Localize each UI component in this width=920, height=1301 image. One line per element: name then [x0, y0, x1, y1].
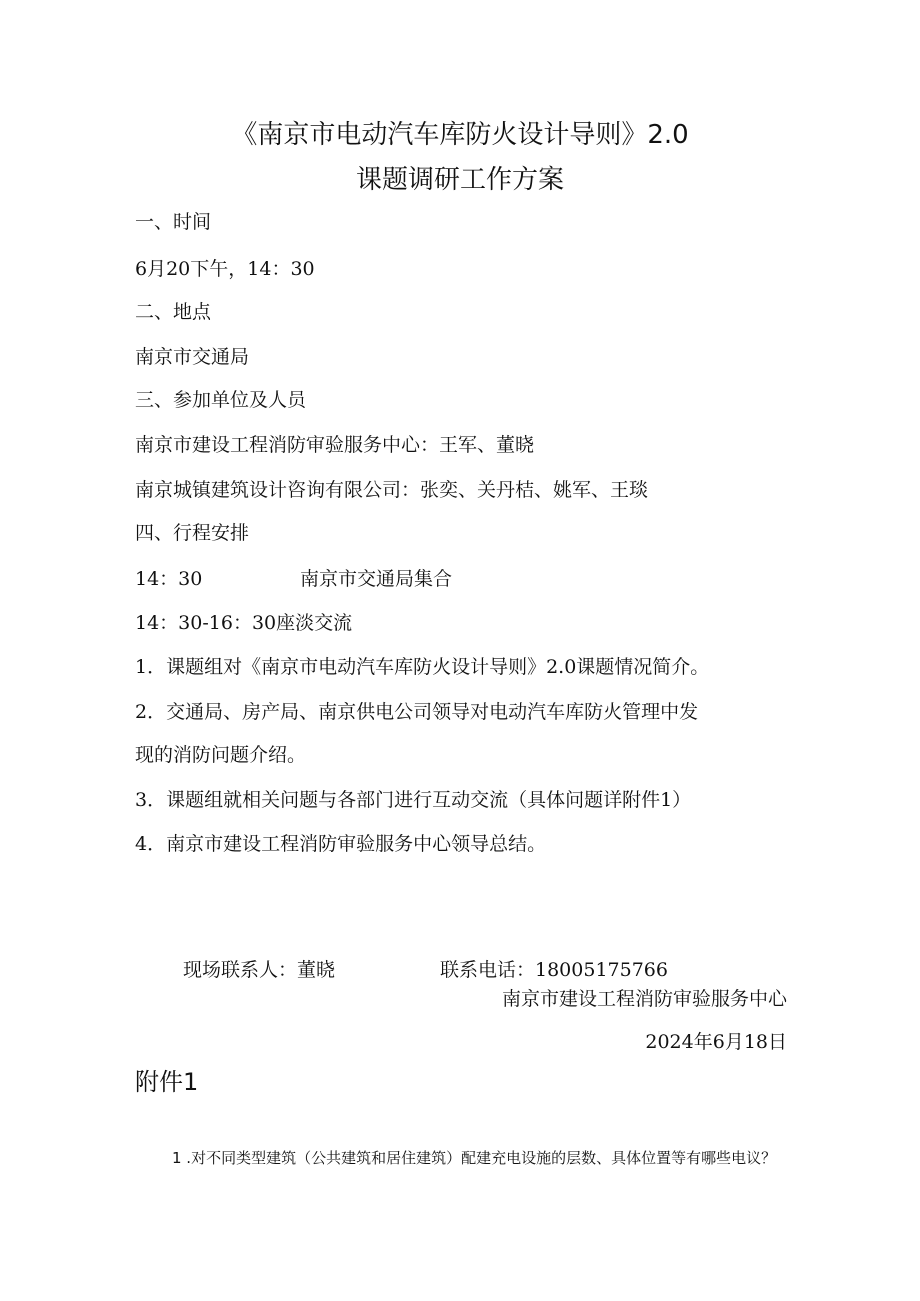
agenda-item-3: 3．课题组就相关问题与各部门进行互动交流（具体问题详附件1）	[135, 789, 692, 811]
agenda-item-4: 4．南京市建设工程消防审验服务中心领导总结。	[135, 833, 547, 855]
contact-person: 现场联系人：董晓	[183, 959, 336, 981]
schedule-heading: 四、行程安排	[135, 522, 250, 544]
agenda-item-2-line-1: 2．交通局、房产局、南京供电公司领导对电动汽车库防火管理中发	[135, 701, 699, 723]
participant-line-1: 南京市建设工程消防审验服务中心：王军、董晓	[135, 434, 535, 456]
place-value: 南京市交通局	[135, 346, 250, 368]
place-heading: 二、地点	[135, 301, 212, 323]
schedule-1-time: 14：30	[135, 568, 203, 590]
attachment-heading: 附件1	[135, 1068, 199, 1096]
time-heading: 一、时间	[135, 211, 212, 233]
agenda-item-1: 1．课题组对《南京市电动汽车库防火设计导则》2.0课题情况简介。	[135, 656, 710, 678]
issuing-organization: 南京市建设工程消防审验服务中心	[501, 988, 787, 1010]
agenda-item-2-line-2: 现的消防问题介绍。	[135, 744, 307, 766]
participants-heading: 三、参加单位及人员	[135, 389, 307, 411]
issue-date: 2024年6月18日	[645, 1031, 787, 1053]
contact-phone: 联系电话：18005175766	[440, 959, 668, 981]
document-title-line-1: 《南京市电动汽车库防火设计导则》2.0	[231, 120, 689, 150]
participant-line-2: 南京城镇建筑设计咨询有限公司：张奕、关丹桔、姚军、王琰	[135, 479, 649, 501]
attachment-question-1: 1 .对不同类型建筑（公共建筑和居住建筑）配建充电设施的层数、具体位置等有哪些电议？	[172, 1149, 777, 1167]
schedule-2: 14：30-16：30座淡交流	[135, 612, 353, 634]
time-value: 6月20下午，14：30	[135, 258, 315, 280]
schedule-1-text: 南京市交通局集合	[300, 568, 453, 590]
document-title-line-2: 课题调研工作方案	[355, 165, 564, 195]
